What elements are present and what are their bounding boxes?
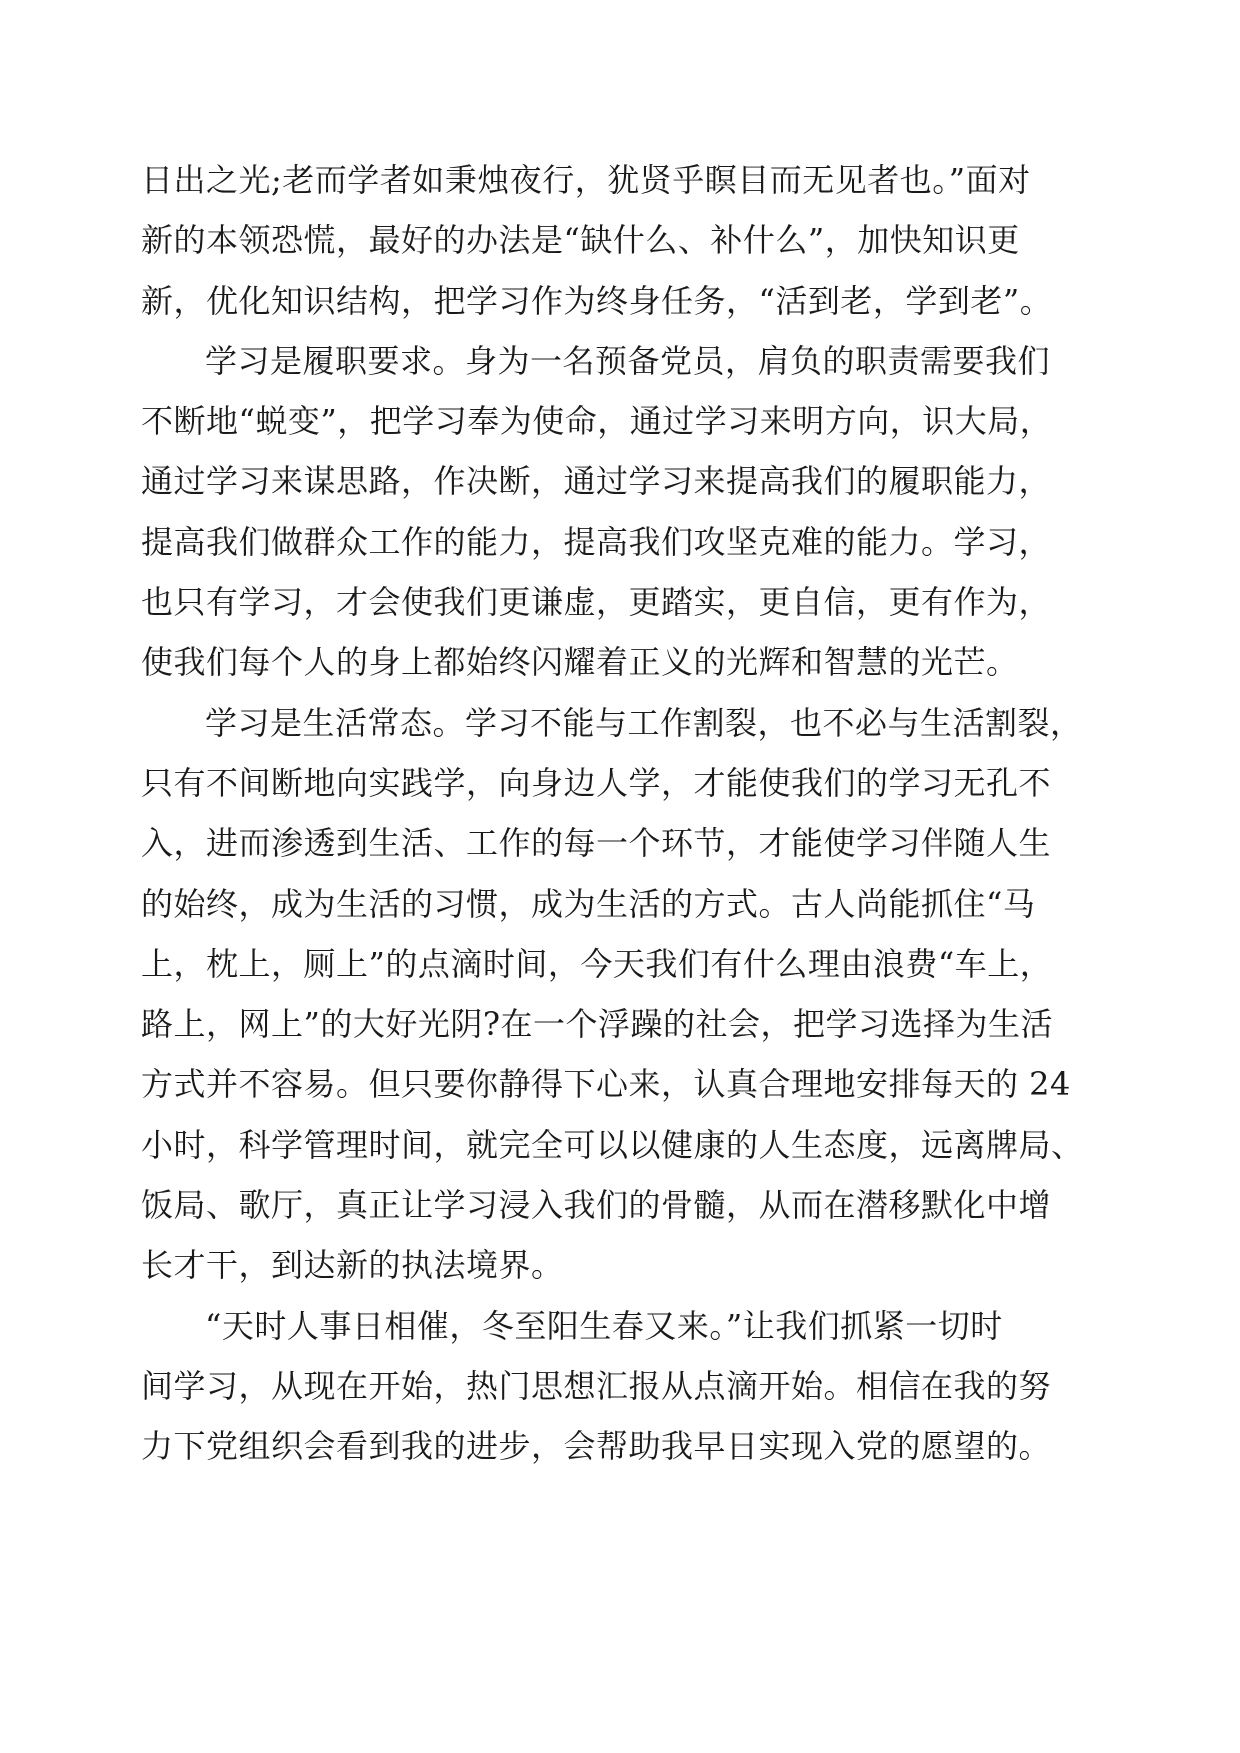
text-line: 饭局、歌厅，真正让学习浸入我们的骨髓，从而在潜移默化中增 [141, 1186, 1052, 1225]
text-line: 日出之光;老而学者如秉烛夜行，犹贤乎瞑目而无见者也。”面对 [141, 161, 1031, 199]
text-line: 长才干，到达新的执法境界。 [141, 1246, 564, 1285]
text-line: 只有不间断地向实践学，向身边人学，才能使我们的学习无孔不 [141, 763, 1052, 802]
text-line: 不断地“蜕变”，把学习奉为使命，通过学习来明方向，识大局， [141, 402, 1053, 441]
text-line: 力下党组织会看到我的进步，会帮助我早日实现入党的愿望的。 [141, 1427, 1052, 1466]
text-line: 的始终，成为生活的习惯，成为生活的方式。古人尚能抓住“马 [141, 884, 1036, 923]
text-line: 提高我们做群众工作的能力，提高我们攻坚克难的能力。学习， [141, 522, 1052, 561]
document-body [141, 150, 1121, 1477]
text-line: 使我们每个人的身上都始终闪耀着正义的光辉和智慧的光芒。 [141, 643, 1019, 682]
text-line: 方式并不容易。但只要你静得下心来，认真合理地安排每天的 24 [141, 1065, 1071, 1104]
text-line: 小时，科学管理时间，就完全可以以健康的人生态度，远离牌局、 [141, 1125, 1084, 1164]
text-line: 上，枕上，厕上”的点滴时间，今天我们有什么理由浪费“车上， [141, 944, 1053, 983]
paragraph-first-line: “天时人事日相催，冬至阳生春又来。”让我们抓紧一切时 [205, 1306, 1003, 1345]
text-line: 路上，网上”的大好光阴?在一个浮躁的社会，把学习选择为生活 [141, 1005, 1054, 1044]
text-line: 间学习，从现在开始，热门思想汇报从点滴开始。相信在我的努 [141, 1366, 1052, 1405]
text-line: 入，进而渗透到生活、工作的每一个环节，才能使学习伴随人生 [141, 824, 1052, 863]
text-line: 新，优化知识结构，把学习作为终身任务，“活到老，学到老”。 [141, 281, 1053, 320]
paragraph-first-line: 学习是生活常态。学习不能与工作割裂，也不必与生活割裂， [205, 703, 1083, 742]
paragraph-first-line: 学习是履职要求。身为一名预备党员，肩负的职责需要我们 [205, 341, 1051, 380]
text-line: 也只有学习，才会使我们更谦虚，更踏实，更自信，更有作为， [141, 583, 1052, 622]
text-line: 通过学习来谋思路，作决断，通过学习来提高我们的履职能力， [141, 462, 1052, 501]
text-line: 新的本领恐慌，最好的办法是“缺什么、补什么”，加快知识更 [141, 221, 1020, 260]
